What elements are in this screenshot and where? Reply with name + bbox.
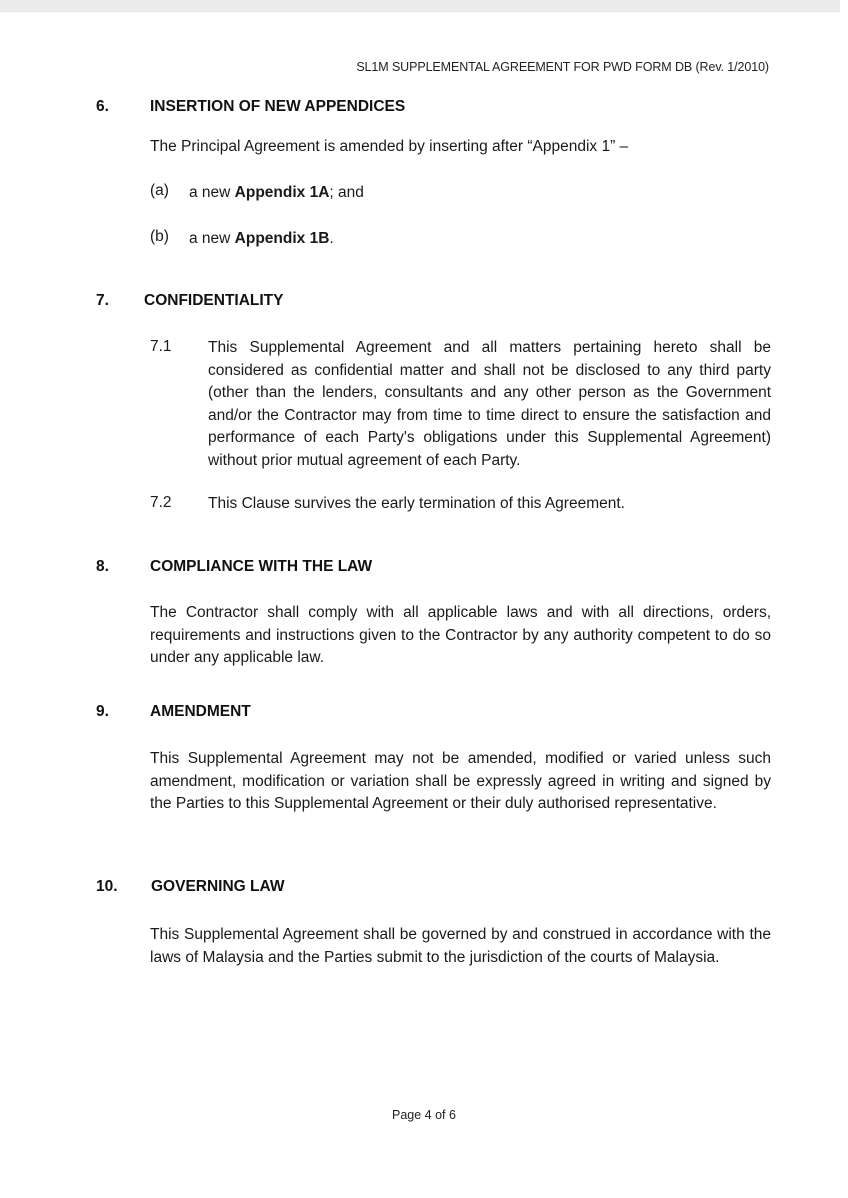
page-number: Page 4 of 6	[392, 1108, 456, 1122]
section-number: 9.	[96, 703, 109, 720]
clause-number: 7.1	[150, 338, 172, 355]
section-number: 10.	[96, 878, 118, 895]
section-title: AMENDMENT	[150, 703, 251, 720]
section-10-body: This Supplemental Agreement shall be governed by and construed in accordance with the laws of Malaysia and the Parties submit to the jurisdiction of the courts of Malaysia.	[150, 926, 771, 966]
section-title: CONFIDENTIALITY	[144, 292, 284, 309]
section-6-intro: The Principal Agreement is amended by inserting after “Appendix 1” –	[150, 138, 629, 155]
item-bold: Appendix 1B	[234, 230, 330, 247]
section-number: 8.	[96, 558, 109, 575]
item-bold: Appendix 1A	[234, 184, 330, 201]
section-number: 6.	[96, 98, 109, 115]
item-prefix: a new	[189, 184, 235, 201]
item-suffix: ; and	[329, 184, 364, 201]
clause-7-1-text: This Supplemental Agreement and all matters pertaining hereto shall be considered as confidential matter and shall not be disclosed to any third party (other than the lenders, consultants and any other person as the Government and/or the Contractor may from time to time direct to ensure the satisfaction and performance of each Party's obligations under this Supplemental Agreement) without prior mutual agreement of each Party.	[208, 339, 771, 469]
section-title: COMPLIANCE WITH THE LAW	[150, 558, 373, 575]
section-number: 7.	[96, 292, 109, 309]
list-item	[189, 182, 749, 205]
section-9-body: This Supplemental Agreement may not be amended, modified or varied unless such amendment, modification or variation shall be expressly agreed in writing and signed by the Parties to this Supplemental Agreement or their duly authorised representative.	[150, 750, 771, 812]
section-title: INSERTION OF NEW APPENDICES	[150, 98, 406, 115]
section-8-body: The Contractor shall comply with all applicable laws and with all directions, orders, requirements and instructions given to the Contractor by any authority competent to do so under any applicable law.	[150, 604, 771, 666]
clause-number: 7.2	[150, 494, 172, 511]
scan-edge	[0, 0, 840, 12]
document-header: SL1M SUPPLEMENTAL AGREEMENT FOR PWD FORM DB (Rev. 1/2010)	[356, 60, 769, 74]
item-prefix: a new	[189, 230, 235, 247]
item-suffix: .	[329, 230, 334, 247]
clause-7-2-text: This Clause survives the early termination of this Agreement.	[208, 495, 625, 512]
section-title: GOVERNING LAW	[151, 878, 285, 895]
item-marker: (a)	[150, 182, 169, 199]
list-item	[189, 228, 749, 251]
item-marker: (b)	[150, 228, 169, 245]
